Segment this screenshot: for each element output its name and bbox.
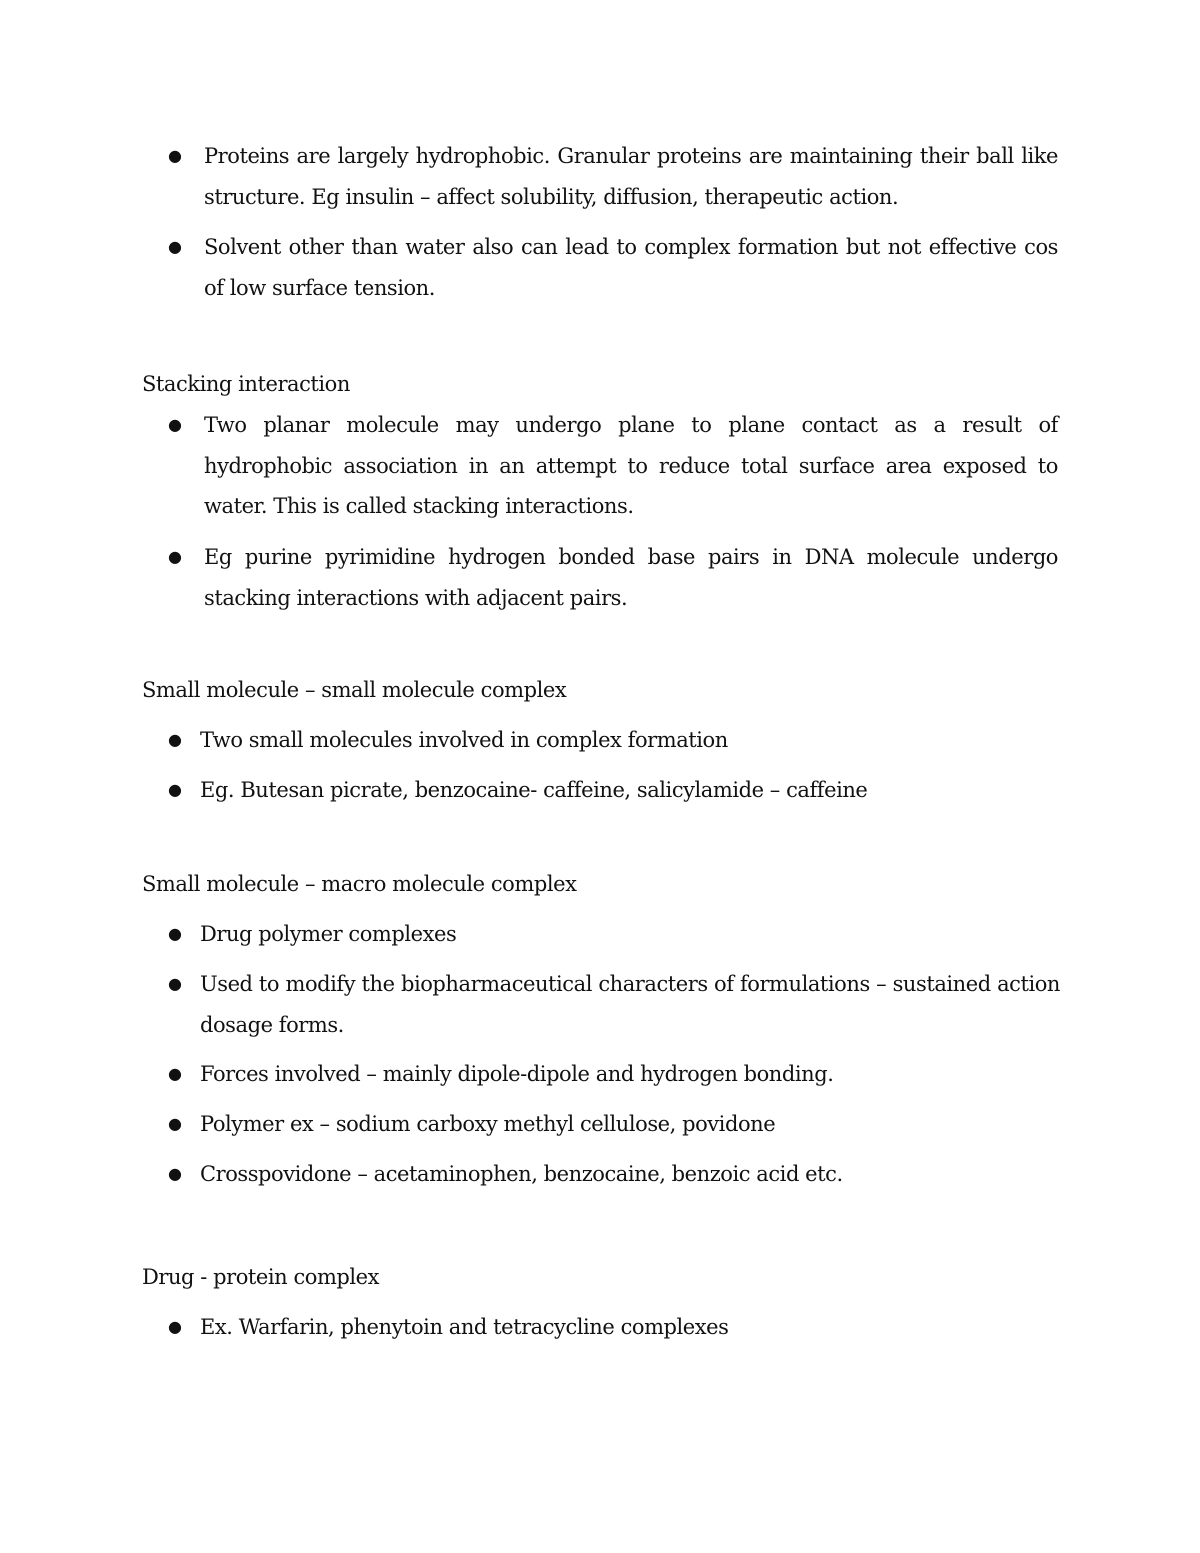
list-item-text: Forces involved – mainly dipole-dipole and hydrogen bonding. — [200, 1062, 834, 1086]
list-item-text: Used to modify the biopharmaceutical characters of formulations – sustained action dosage forms. — [200, 972, 1060, 1037]
list-item-text: Two small molecules involved in complex formation — [200, 728, 728, 752]
bullet-icon: ● — [168, 146, 182, 165]
section-heading: Drug - protein complex — [142, 1265, 380, 1289]
list-item-text: Eg. Butesan picrate, benzocaine- caffeine, salicylamide – caffeine — [200, 778, 868, 802]
bullet-icon: ● — [168, 1064, 182, 1083]
bullet-icon: ● — [168, 1114, 182, 1133]
list-item-text: Proteins are largely hydrophobic. Granular proteins are maintaining their ball like structure. Eg insulin – affect solubility, diffusion, therapeutic action. — [204, 144, 1058, 209]
list-item-text: Drug polymer complexes — [200, 922, 457, 946]
section-heading: Stacking interaction — [142, 372, 350, 396]
bullet-icon: ● — [168, 974, 182, 993]
list-item-text: Eg purine pyrimidine hydrogen bonded base pairs in DNA molecule undergo stacking interactions with adjacent pairs. — [204, 545, 1058, 610]
bullet-icon: ● — [168, 1317, 182, 1336]
list-item-text: Crosspovidone – acetaminophen, benzocaine, benzoic acid etc. — [200, 1162, 843, 1186]
section-heading: Small molecule – small molecule complex — [142, 678, 567, 702]
list-item-text: Ex. Warfarin, phenytoin and tetracycline complexes — [200, 1315, 729, 1339]
section-heading: Small molecule – macro molecule complex — [142, 872, 577, 896]
bullet-icon: ● — [168, 415, 182, 434]
bullet-icon: ● — [168, 547, 182, 566]
bullet-icon: ● — [168, 730, 182, 749]
bullet-icon: ● — [168, 780, 182, 799]
bullet-icon: ● — [168, 1164, 182, 1183]
list-item-text: Two planar molecule may undergo plane to plane contact as a result of hydrophobic association in an attempt to reduce total surface area exposed to water. This is called stacking interactions. — [204, 413, 1058, 518]
bullet-icon: ● — [168, 924, 182, 943]
list-item-text: Polymer ex – sodium carboxy methyl cellulose, povidone — [200, 1112, 776, 1136]
bullet-icon: ● — [168, 237, 182, 256]
list-item-text: Solvent other than water also can lead to complex formation but not effective cos of low surface tension. — [204, 235, 1058, 300]
